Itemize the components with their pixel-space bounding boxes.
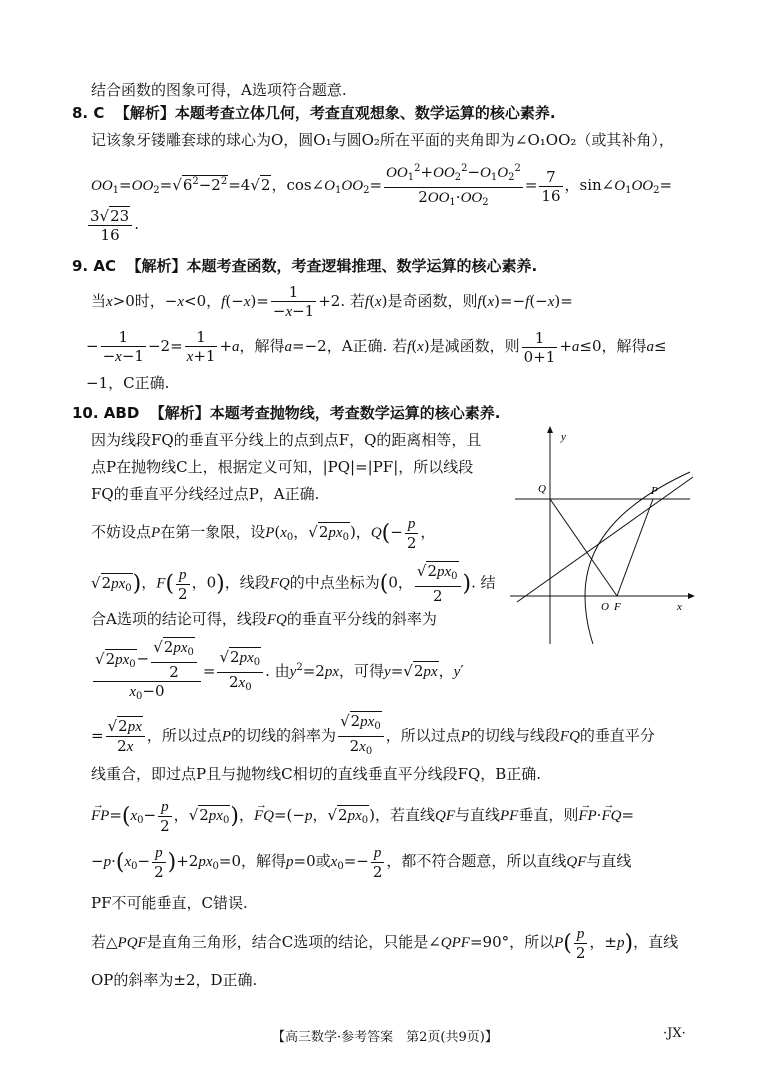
y-axis-arrow: [547, 426, 553, 433]
point-F-label: F: [614, 601, 621, 613]
formula-line: → $FP=(x_0-$ $\frac{p}{2}$ ，$√2px_0$)，→ FQ=(−p，$√2px_0$)，若直线QF与直线PF垂直，则→ FP·→ FQ=: [91, 796, 634, 840]
question-number: 9. AC: [72, 257, 116, 275]
text-line: −1，C正确.: [86, 374, 170, 392]
parabola-curve: [585, 472, 690, 644]
point-O-label: O: [601, 601, 609, 613]
question-8-header: [72, 103, 556, 123]
text-line: 记该象牙镂雕套球的球心为O，圆O₁与圆O₂所在平面的夹角即为∠O₁OO₂（或其补角），: [91, 131, 674, 149]
formula-line: − $\frac{1}{-x-1}$ −2= $\frac{1}{x+1}$ +a，解得a=−2，A正确. 若f(x)是减函数，则 $\frac{1}{0+1}$ +a≤0，解得a≤: [86, 328, 667, 366]
formula-line: 合A选项的结论可得，线段FQ的垂直平分线的斜率为: [91, 610, 437, 628]
point-P-label: P: [651, 485, 658, 497]
formula-line: $\frac{3√23}{16}$ .: [90, 206, 139, 244]
segment-PF: [617, 499, 653, 596]
x-axis-arrow: [688, 593, 695, 599]
footer-center: 【高三数学·参考答案 第2页(共9页)】: [272, 1030, 498, 1045]
analysis-tag: 【解析】本题考查函数，考查逻辑推理、数学运算的核心素养.: [126, 257, 538, 275]
analysis-tag: 【解析】本题考查抛物线，考查数学运算的核心素养.: [149, 404, 501, 422]
formula-line: $-p\cdot(x_0-$ $\frac{p}{2}$ )$+2px_0=0$，解得p=0或$x_0=-$ $\frac{p}{2}$ ，都不符合题意，所以直线QF与直线: [91, 845, 632, 881]
text-line: 结合函数的图象可得，A选项符合题意.: [91, 81, 347, 99]
formula-line: = $\frac{√2px}{2x}$ ，所以过点P的切线的斜率为 $\frac{√2px_0}{2x_0}$ ，所以过点P的切线与线段FQ的垂直平分: [91, 712, 655, 757]
text-line: 因为线段FQ的垂直平分线上的点到点F，Q的距离相等，且: [91, 431, 482, 449]
formula-line: $OO_1=OO_2=√6^2-2^2=4√2$，$\cos\angle O_1OO_2=$ $\frac{OO_1^2+OO_2^2-O_1O_2^2}{2OO_1\cdot OO_2}$ = $\frac{7}{16}$ ，$\sin\angle O_1OO_2=$: [91, 160, 672, 212]
formula-line: 当x>0时，−x<0，f(−x)= $\frac{1}{-x-1}$ +2. 若f(x)是奇函数，则f(x)=−f(−x)=: [91, 283, 573, 320]
y-axis-label: y: [561, 431, 566, 443]
formula-line: 若△PQF是直角三角形，结合C选项的结论，只能是∠QPF=90°，所以P( $\frac{p}{2}$ ，±p)，直线: [91, 926, 679, 962]
question-number: 10. ABD: [72, 404, 140, 422]
text-line: 线重合，即过点P且与抛物线C相切的直线垂直平分线段FQ，B正确.: [91, 765, 542, 783]
formula-line: $√2px_0-$ $\frac{√2px_0}{2}$ $x_0-0$ = $\frac{√2px_0}{2x_0}$ . 由$y^2=2px$，可得y=√2px，y′: [95, 638, 464, 702]
text-line: 点P在抛物线C上，根据定义可知，|PQ|=|PF|，所以线段: [91, 458, 474, 476]
question-10-header: [72, 403, 500, 423]
point-Q-label: Q: [538, 483, 546, 495]
analysis-tag: 【解析】本题考查立体几何，考查直观想象、数学运算的核心素养.: [114, 104, 556, 122]
text-line: OP的斜率为±2，D正确.: [91, 971, 258, 989]
question-number: 8. C: [72, 104, 105, 122]
footer-right: ·JX·: [663, 1026, 686, 1041]
question-9-header: [72, 256, 537, 276]
segment-QF: [550, 499, 617, 596]
text-line: FQ的垂直平分线经过点P，A正确.: [91, 485, 320, 503]
tangent-line: [517, 477, 693, 602]
formula-line: 不妨设点P在第一象限，设$P(x_0$，$√2px_0$)，Q(− $\frac{p}{2}$ ，: [91, 516, 436, 552]
parabola-figure: [505, 422, 705, 647]
x-axis-label: x: [677, 601, 682, 613]
formula-line: $√2px_0$)，F( $\frac{p}{2}$ ，0)，线段FQ的中点坐标为(0， $\frac{√2px_0}{2}$ ). 结: [91, 562, 496, 605]
text-line: PF不可能垂直，C错误.: [91, 894, 248, 912]
